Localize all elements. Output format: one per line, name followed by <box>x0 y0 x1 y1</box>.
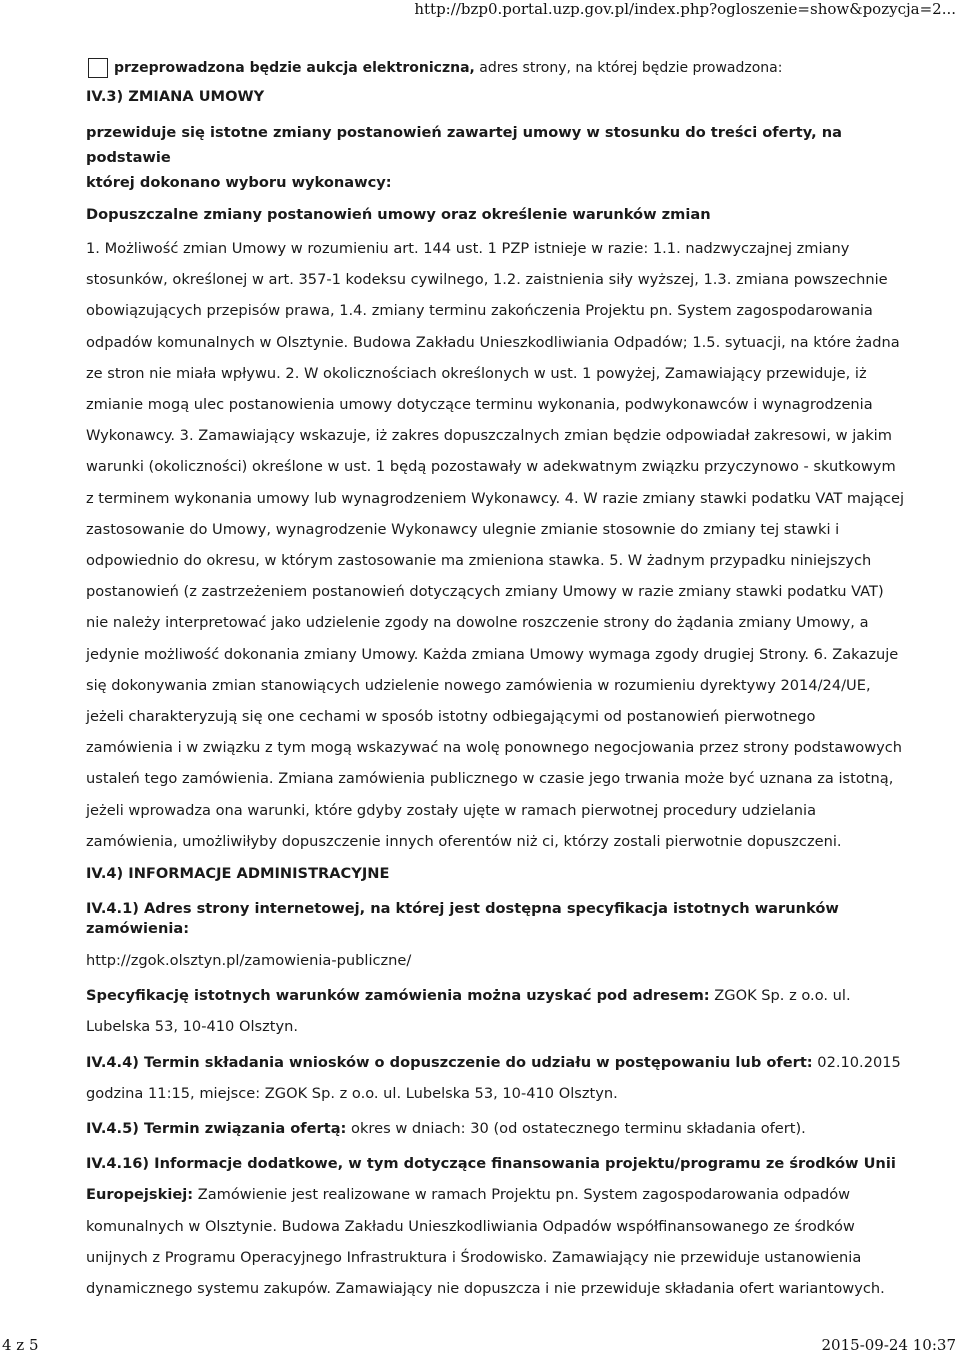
auction-option <box>88 56 906 80</box>
extra-value: Zamówienie jest realizowane w ramach Projektu pn. System zagospodarowania odpadów komunalnych w Olsztynie. Budowa Zakładu Unieszkodliwiania Odpadów współfinansowanego ze środków unijnych z Programu Operacyjnego Infrastruktura i Środowisko. Zamawiający nie przewiduje ustanowienia dynamicznego systemu zakupów. Zamawiający nie dopuszcza i nie przewiduje składania ofert wariantowych. <box>86 1186 885 1298</box>
changes-body: 1. Możliwość zmian Umowy w rozumieniu art. 144 ust. 1 PZP istnieje w razie: 1.1. nadzwyczajnej zmiany stosunków, określonej w art. 357-1 kodeksu cywilnego, 1.2. zaistnienia siły wyższej, 1.3. zmiana powszechnie obowiązujących przepisów prawa, 1.4. zmiany terminu zakończenia Projektu pn. System zagospodarowania odpadów komunalnych w Olsztynie. Budowa Zakładu Unieszkodliwiania Odpadów; 1.5. sytuacji, na które żadna ze stron nie miała wpływu. 2. W okolicznościach określonych w ust. 1 powyżej, Zamawiający przewiduje, iż zmianie mogą ulec postanowienia umowy dotyczące terminu wykonania, podwykonawców i wynagrodzenia Wykonawcy. 3. Zamawiający wskazuje, iż zakres dopuszczalnych zmian będzie odpowiadał zakresowi, w jakim warunki (okoliczności) określone w ust. 1 będą pozostawały w adekwatnym związku przyczynowo - skutkowym z terminem wykonania umowy lub wynagrodzeniem Wykonawcy. 4. W razie zmiany stawki podatku VAT mającej zastosowanie do Umowy, wynagrodzenie Wykonawcy ulegnie zmianie stosownie do zmiany tej stawki i odpowiednio do okresu, w którym zastosowanie ma zmieniona stawka. 5. W żadnym przypadku niniejszych postanowień (z zastrzeżeniem postanowień dotyczących zmiany Umowy w razie zmiany stawki podatku VAT) nie należy interpretować jako udzielenie zgody na dowolne roszczenie strony do żądania zmiany Umowy, a jedynie możliwość dokonania zmiany Umowy. Każda zmiana Umowy wymaga zgody drugiej Strony. 6. Zakazuje się dokonywania zmian stanowiących udzielenie nowego zamówienia w rozumieniu dyrektywy 2014/24/UE, jeżeli charakteryzują się one cechami w sposób istotny odbiegającymi od postanowień pierwotnego zamówienia i w związku z tym mogą wskazywać na wolę ponownego negocjowania przez strony podstawowych ustaleń tego zamówienia. Zmiana zamówienia publicznego w czasie jego trwania może być uznana za istotną, jeżeli wprowadza ona warunki, które gdyby zostały ujęte w ramach pierwotnej procedury udzielania zamówienia, umożliwiłyby dopuszczenie innych oferentów niż ci, którzy zostali pierwotnie dopuszczeni. <box>86 240 905 850</box>
spec-label: Specyfikację istotnych warunków zamówienia można uzyskać pod adresem: <box>86 987 710 1005</box>
spec-value: ZGOK Sp. z o.o. ul. Lubelska 53, 10-410 Olsztyn. <box>86 987 851 1036</box>
print-url-header: http://bzp0.portal.uzp.gov.pl/index.php?ogloszenie=show&pozycja=2... <box>414 0 956 18</box>
submission-deadline <box>86 1047 906 1109</box>
document-body <box>86 56 906 1304</box>
page-number: 4 z 5 <box>2 1336 39 1354</box>
section-title-admin: IV.4) INFORMACJE ADMINISTRACYJNE <box>86 865 390 883</box>
spec-address <box>86 980 906 1042</box>
auction-label <box>114 60 782 76</box>
changes-lead-line-1: przewiduje się istotne zmiany postanowień zawartej umowy w stosunku do treści oferty, na podstawie <box>86 124 842 166</box>
auction-label-bold: przeprowadzona będzie aukcja elektroniczna, <box>114 60 475 76</box>
deadline-label: IV.4.4) Termin składania wniosków o dopuszczenie do udziału w postępowaniu lub ofert: <box>86 1053 813 1071</box>
changes-lead-line-2: której dokonano wyboru wykonawcy: <box>86 174 392 191</box>
extra-label: IV.4.16) Informacje dodatkowe, w tym dotyczące finansowania projektu/programu ze środków Unii Europejskiej: <box>86 1155 896 1204</box>
changes-conditions-title: Dopuszczalne zmiany postanowień umowy oraz określenie warunków zmian <box>86 206 711 223</box>
binding-value: okres w dniach: 30 (od ostatecznego terminu składania ofert). <box>346 1120 806 1138</box>
section-title-changes: IV.3) ZMIANA UMOWY <box>86 88 265 105</box>
deadline-value: 02.10.2015 godzina 11:15, miejsce: ZGOK Sp. z o.o. ul. Lubelska 53, 10-410 Olsztyn. <box>86 1053 901 1102</box>
print-datetime: 2015-09-24 10:37 <box>821 1336 956 1354</box>
binding-period <box>86 1113 906 1144</box>
website-url[interactable]: http://zgok.olsztyn.pl/zamowienia-publiczne/ <box>86 952 412 970</box>
binding-label: IV.4.5) Termin związania ofertą: <box>86 1120 347 1138</box>
auction-checkbox[interactable] <box>88 58 108 78</box>
website-label: IV.4.1) Adres strony internetowej, na której jest dostępna specyfikacja istotnych warunków zamówienia: <box>86 900 839 938</box>
additional-info <box>86 1148 906 1304</box>
auction-label-rest: adres strony, na której będzie prowadzona: <box>474 60 783 76</box>
